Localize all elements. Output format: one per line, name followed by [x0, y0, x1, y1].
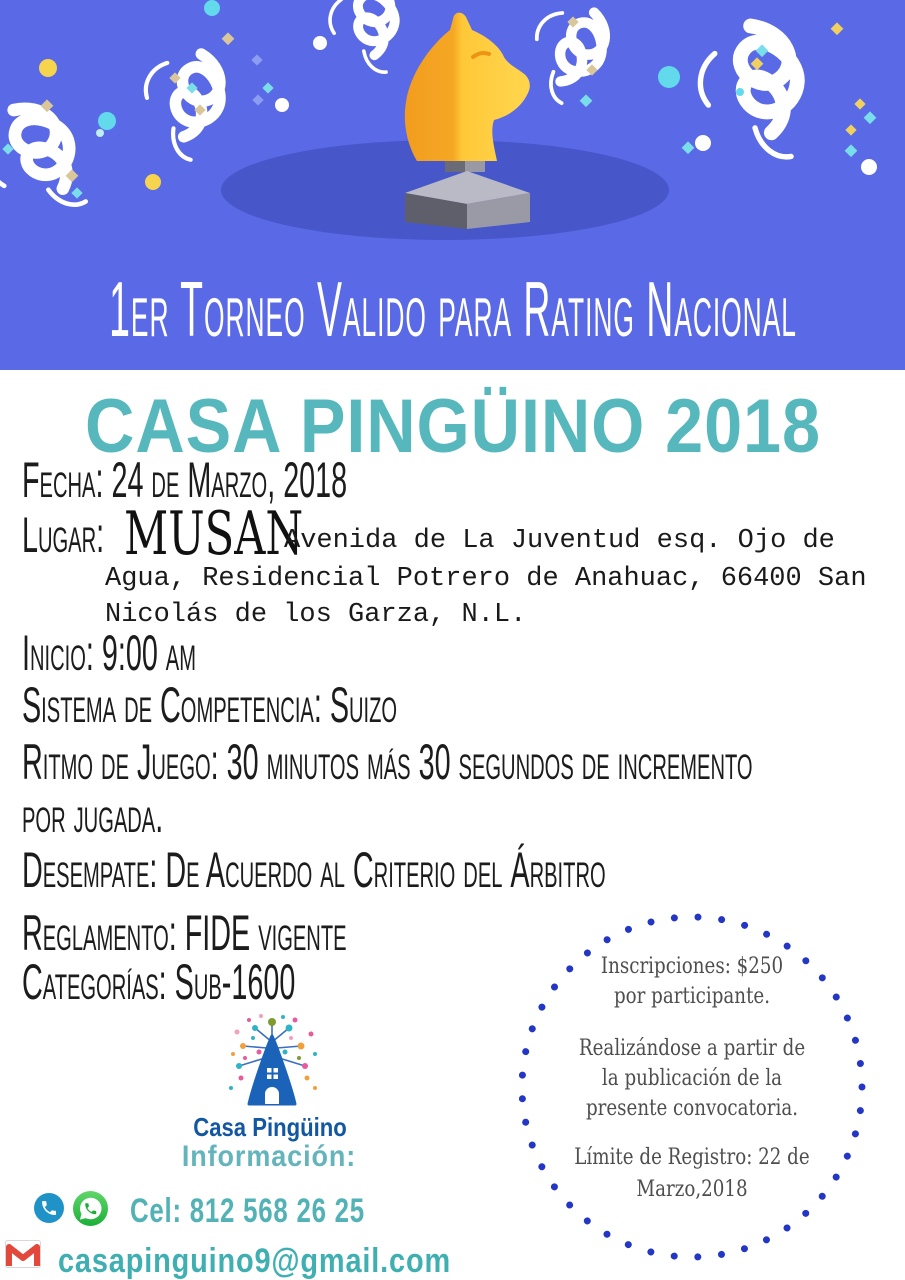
- detail-sistema: Sistema de Competencia: Suizo: [22, 677, 398, 733]
- casa-pinguino-logo-icon: [225, 1014, 321, 1108]
- registration-line: Inscripciones: $250: [600, 954, 784, 979]
- confetti-streamer-icon: [0, 102, 104, 208]
- lugar-label: Lugar:: [22, 507, 105, 563]
- detail-ritmo: Ritmo de Juego: 30 minutos más 30 segundos de incremento: [22, 734, 753, 790]
- event-heading: CASA PINGÜINO 2018: [84, 384, 821, 469]
- address-line-3: Nicolás de los Garza, N.L.: [105, 600, 527, 630]
- gmail-icon: [5, 1240, 41, 1268]
- banner-title: 1er Torneo Valido para Rating Nacional: [108, 265, 797, 353]
- email-address: casapinguino9@gmail.com: [58, 1242, 452, 1280]
- poster-header: [0, 0, 905, 370]
- detail-lugar: [22, 499, 892, 570]
- confetti-streamer-icon: [530, 1, 622, 104]
- detail-desempate: Desempate: De Acuerdo al Criterio del Árbitro: [22, 842, 606, 898]
- confetti-streamer-icon: [320, 0, 425, 76]
- detail-inicio: Inicio: 9:00 am: [22, 625, 197, 681]
- registration-fee: [543, 952, 840, 1012]
- whatsapp-icon: [73, 1191, 108, 1226]
- registration-line: Límite de Registro: 22 de: [574, 1145, 810, 1170]
- registration-line: la publicación de la: [601, 1066, 783, 1091]
- confetti-streamer-icon: [135, 42, 250, 163]
- brand-name: Casa Pingüino: [193, 1112, 347, 1142]
- detail-categorias: Categorías: Sub-1600: [22, 954, 296, 1010]
- registration-deadline: [543, 1142, 840, 1206]
- registration-line: presente convocatoria.: [585, 1096, 799, 1121]
- phone-number: Cel: 812 568 26 25: [130, 1192, 365, 1230]
- detail-reglamento: Reglamento: FIDE vigente: [22, 905, 347, 961]
- registration-line: Realizándose a partir de: [578, 1036, 806, 1061]
- registration-note: [543, 1034, 840, 1124]
- registration-line: por participante.: [613, 984, 771, 1009]
- address-line-2: Agua, Residencial Potrero de Anahuac, 66400 San: [105, 564, 867, 594]
- phone-icon: [34, 1193, 64, 1223]
- detail-ritmo-cont: por jugada.: [22, 787, 164, 843]
- address-line-1: Avenida de La Juventud esq. Ojo de: [284, 526, 835, 556]
- venue-name: MUSAN: [124, 499, 304, 569]
- registration-line: Marzo,2018: [636, 1177, 748, 1202]
- info-label: Información:: [181, 1140, 357, 1173]
- detail-fecha: Fecha: 24 de Marzo, 2018: [22, 452, 348, 508]
- chess-knight-icon: [405, 13, 530, 161]
